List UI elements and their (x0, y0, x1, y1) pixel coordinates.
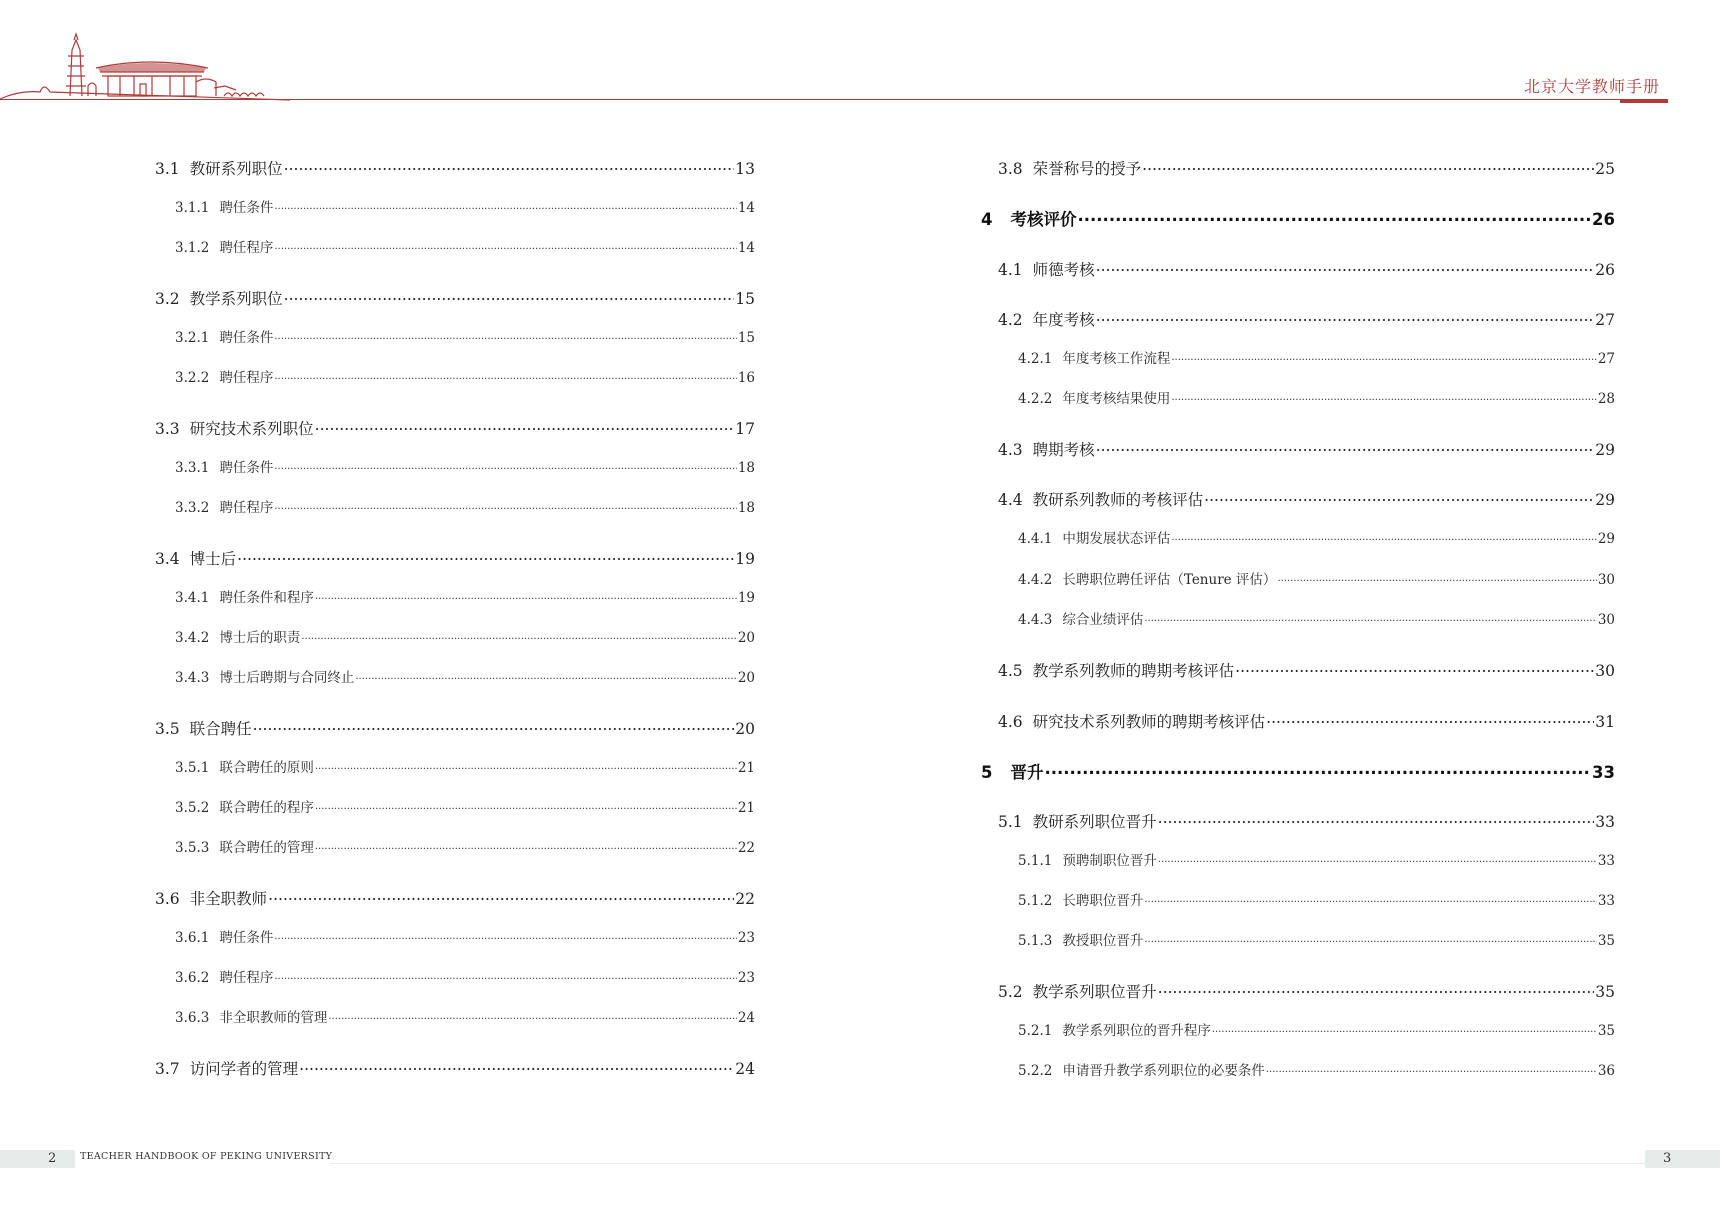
toc-entry-title: 年度考核 (1032, 311, 1095, 330)
toc-entry-page: 20 (735, 720, 755, 739)
toc-entry-title: 聘任程序 (219, 500, 274, 516)
toc-entry-title: 晋升 (1010, 763, 1044, 782)
toc-entry-page: 29 (1595, 491, 1615, 510)
dot-leader (284, 287, 735, 304)
toc-entry-number: 3.5.1 (175, 760, 210, 776)
toc-entry-title: 联合聘任 (189, 720, 252, 739)
dot-leader (274, 497, 736, 512)
dot-leader (274, 197, 736, 212)
toc-entry-number: 5 (981, 763, 993, 782)
toc-entry-title: 联合聘任的管理 (219, 840, 314, 856)
toc-entry-title: 长聘职位聘任评估（Tenure 评估） (1062, 572, 1277, 588)
toc-entry-number: 3.6.2 (175, 970, 210, 986)
toc-entry-title: 聘任条件 (219, 930, 274, 946)
toc-entry-page: 19 (735, 550, 755, 569)
dot-leader (1266, 1060, 1597, 1075)
toc-entry-number: 3.1 (155, 160, 180, 179)
footer-handbook-name: TEACHER HANDBOOK OF PEKING UNIVERSITY (80, 1151, 333, 1162)
toc-entry-title: 聘期考核 (1032, 441, 1095, 460)
dot-leader (274, 367, 736, 382)
toc-entry[interactable] (155, 547, 755, 569)
toc-entry-number: 4.4.2 (1018, 572, 1053, 588)
toc-entry-number: 4.2 (998, 311, 1023, 330)
toc-entry-page: 24 (735, 1060, 755, 1079)
toc-entry[interactable] (1018, 387, 1615, 407)
toc-entry-page: 22 (735, 890, 755, 909)
dot-leader (268, 887, 734, 904)
toc-entry-number: 3.3.1 (175, 460, 210, 476)
toc-entry-number: 3.4.3 (175, 670, 210, 686)
dot-leader (1277, 569, 1596, 584)
toc-entry-page: 15 (737, 330, 755, 346)
dot-leader (315, 587, 737, 602)
toc-entry[interactable] (981, 206, 1615, 230)
toc-entry-title: 考核评价 (1010, 210, 1077, 229)
toc-entry[interactable] (175, 926, 755, 946)
dot-leader (315, 757, 737, 772)
toc-entry[interactable] (1018, 1059, 1615, 1079)
toc-entry-page: 25 (1595, 160, 1615, 179)
toc-entry[interactable] (175, 966, 755, 986)
page-number-right: 3 (1663, 1151, 1672, 1166)
toc-entry-title: 教授职位晋升 (1062, 933, 1144, 949)
dot-leader (274, 327, 736, 342)
toc-entry-number: 3.1.1 (175, 200, 210, 216)
toc-entry-page: 35 (1595, 983, 1615, 1002)
toc-entry-title: 联合聘任的程序 (219, 800, 314, 816)
dot-leader (1171, 528, 1596, 543)
toc-entry[interactable] (175, 796, 755, 816)
toc-entry-title: 年度考核结果使用 (1062, 391, 1171, 407)
page-header (0, 0, 1720, 110)
toc-entry-page: 27 (1595, 311, 1615, 330)
toc-entry-number: 4.6 (998, 713, 1023, 732)
toc-entry[interactable] (998, 488, 1615, 510)
toc-entry-title: 中期发展状态评估 (1062, 531, 1171, 547)
toc-entry-title: 研究技术系列职位 (189, 420, 314, 439)
toc-entry[interactable] (175, 326, 755, 346)
dot-leader (1044, 760, 1591, 778)
toc-entry-number: 3.2.1 (175, 330, 210, 346)
toc-entry[interactable] (175, 836, 755, 856)
dot-leader (1171, 348, 1596, 363)
toc-entry[interactable] (1018, 849, 1615, 869)
toc-entry-page: 13 (735, 160, 755, 179)
dot-leader (1204, 488, 1594, 505)
toc-entry-page: 31 (1595, 713, 1615, 732)
toc-entry[interactable] (155, 287, 755, 309)
toc-entry[interactable] (175, 586, 755, 606)
toc-entry-number: 3.4 (155, 550, 180, 569)
dot-leader (315, 797, 737, 812)
header-accent-bar (1620, 100, 1668, 103)
toc-entry-title: 师德考核 (1032, 261, 1095, 280)
dot-leader (274, 457, 736, 472)
toc-entry-title: 聘任程序 (219, 970, 274, 986)
toc-entry-page: 28 (1597, 391, 1615, 407)
toc-entry-page: 35 (1597, 1023, 1615, 1039)
dot-leader (274, 927, 736, 942)
toc-entry[interactable] (175, 366, 755, 386)
dot-leader (299, 1057, 734, 1074)
toc-entry[interactable] (175, 236, 755, 256)
toc-entry-title: 聘任条件 (219, 460, 274, 476)
dot-leader (1096, 258, 1595, 275)
toc-entry-number: 4.4.1 (1018, 531, 1053, 547)
toc-entry-title: 教研系列职位晋升 (1032, 813, 1157, 832)
toc-entry-title: 申请晋升教学系列职位的必要条件 (1062, 1063, 1265, 1079)
toc-entry-title: 聘任条件和程序 (219, 590, 314, 606)
toc-entry[interactable] (175, 496, 755, 516)
toc-entry[interactable] (175, 666, 755, 686)
toc-entry-title: 聘任条件 (219, 200, 274, 216)
toc-entry[interactable] (1018, 1019, 1615, 1039)
footer-left-tab (0, 1150, 75, 1168)
toc-entry-page: 19 (737, 590, 755, 606)
dot-leader (301, 627, 736, 642)
toc-entry-page: 21 (737, 760, 755, 776)
toc-entry-title: 长聘职位晋升 (1062, 893, 1144, 909)
dot-leader (1212, 1020, 1597, 1035)
toc-entry-page: 36 (1597, 1063, 1615, 1079)
toc-entry-page: 29 (1597, 531, 1615, 547)
toc-entry-number: 4.4 (998, 491, 1023, 510)
toc-entry-title: 联合聘任的原则 (219, 760, 314, 776)
footer-rule (330, 1163, 1645, 1164)
toc-entry[interactable] (175, 196, 755, 216)
dot-leader (355, 667, 736, 682)
toc-entry-page: 14 (737, 200, 755, 216)
toc-entry-number: 3.5 (155, 720, 180, 739)
toc-entry[interactable] (998, 980, 1615, 1002)
handbook-title: 北京大学教师手册 (1523, 77, 1660, 96)
toc-entry-title: 研究技术系列教师的聘期考核评估 (1032, 713, 1266, 732)
dot-leader (284, 157, 735, 174)
dot-leader (1171, 388, 1596, 403)
toc-entry-title: 聘任条件 (219, 330, 274, 346)
toc-entry-number: 5.1 (998, 813, 1023, 832)
toc-entry-page: 23 (737, 970, 755, 986)
toc-entry-title: 聘任程序 (219, 240, 274, 256)
toc-entry-number: 5.2 (998, 983, 1023, 1002)
toc-entry-page: 15 (735, 290, 755, 309)
toc-entry-title: 博士后的职责 (219, 630, 301, 646)
toc-entry-title: 教学系列职位晋升 (1032, 983, 1157, 1002)
toc-entry[interactable] (998, 258, 1615, 280)
toc-entry-page: 18 (737, 460, 755, 476)
toc-entry-number: 4.5 (998, 662, 1023, 681)
toc-entry[interactable] (998, 308, 1615, 330)
toc-entry[interactable] (981, 759, 1615, 783)
toc-entry-number: 3.8 (998, 160, 1023, 179)
toc-entry-page: 33 (1592, 763, 1615, 782)
toc-entry-page: 20 (737, 630, 755, 646)
toc-entry[interactable] (155, 157, 755, 179)
toc-entry-page: 24 (737, 1010, 755, 1026)
dot-leader (1096, 308, 1595, 325)
page-number-left: 2 (48, 1151, 57, 1166)
toc-entry[interactable] (175, 1006, 755, 1026)
toc-entry-number: 5.1.1 (1018, 853, 1053, 869)
footer-right-tab (1645, 1150, 1720, 1168)
dot-leader (1235, 659, 1594, 676)
toc-entry-number: 3.4.1 (175, 590, 210, 606)
toc-entry-title: 预聘制职位晋升 (1062, 853, 1157, 869)
toc-entry-number: 3.7 (155, 1060, 180, 1079)
toc-entry[interactable] (155, 1057, 755, 1079)
toc-entry-number: 3.6.3 (175, 1010, 210, 1026)
toc-entry-number: 5.1.3 (1018, 933, 1053, 949)
toc-entry-title: 访问学者的管理 (189, 1060, 299, 1079)
toc-entry-number: 3.6 (155, 890, 180, 909)
dot-leader (315, 417, 735, 434)
toc-entry[interactable] (998, 810, 1615, 832)
toc-entry-title: 荣誉称号的授予 (1032, 160, 1142, 179)
toc-entry[interactable] (1018, 568, 1615, 588)
toc-entry-page: 33 (1595, 813, 1615, 832)
toc-entry[interactable] (155, 887, 755, 909)
toc-entry-page: 35 (1597, 933, 1615, 949)
dot-leader (1142, 157, 1594, 174)
toc-entry-number: 4.2.1 (1018, 351, 1053, 367)
toc-entry-page: 30 (1597, 612, 1615, 628)
header-rule (0, 99, 1668, 100)
toc-entry-page: 18 (737, 500, 755, 516)
dot-leader (1158, 980, 1595, 997)
dot-leader (1266, 710, 1594, 727)
toc-entry-number: 4.3 (998, 441, 1023, 460)
toc-entry[interactable] (155, 717, 755, 739)
toc-entry-page: 22 (737, 840, 755, 856)
toc-entry-number: 3.3 (155, 420, 180, 439)
toc-entry[interactable] (175, 456, 755, 476)
dot-leader (315, 837, 737, 852)
university-gate-illustration (0, 30, 290, 102)
toc-entry[interactable] (1018, 347, 1615, 367)
dot-leader (274, 967, 736, 982)
toc-entry-number: 3.2.2 (175, 370, 210, 386)
dot-leader (1144, 609, 1596, 624)
toc-entry-title: 聘任程序 (219, 370, 274, 386)
toc-entry[interactable] (1018, 889, 1615, 909)
toc-entry-number: 3.4.2 (175, 630, 210, 646)
toc-entry-page: 17 (735, 420, 755, 439)
toc-entry-number: 4 (981, 210, 993, 229)
toc-entry[interactable] (1018, 929, 1615, 949)
toc-entry-number: 5.2.1 (1018, 1023, 1053, 1039)
toc-entry-page: 30 (1595, 662, 1615, 681)
toc-entry-page: 23 (737, 930, 755, 946)
toc-entry-title: 博士后聘期与合同终止 (219, 670, 355, 686)
toc-entry[interactable] (998, 659, 1615, 681)
toc-entry-page: 30 (1597, 572, 1615, 588)
toc-entry-number: 4.2.2 (1018, 391, 1053, 407)
toc-entry[interactable] (175, 626, 755, 646)
dot-leader (1144, 890, 1596, 905)
toc-entry[interactable] (1018, 608, 1615, 628)
toc-entry[interactable] (998, 710, 1615, 732)
toc-entry-number: 3.6.1 (175, 930, 210, 946)
toc-entry-page: 26 (1595, 261, 1615, 280)
toc-entry-page: 20 (737, 670, 755, 686)
dot-leader (1096, 438, 1595, 455)
dot-leader (328, 1007, 736, 1022)
toc-entry-title: 教学系列教师的聘期考核评估 (1032, 662, 1235, 681)
toc-entry-title: 综合业绩评估 (1062, 612, 1144, 628)
toc-entry-page: 16 (737, 370, 755, 386)
toc-entry-page: 33 (1597, 853, 1615, 869)
toc-entry-number: 3.2 (155, 290, 180, 309)
toc-entry-number: 5.2.2 (1018, 1063, 1053, 1079)
toc-entry[interactable] (998, 438, 1615, 460)
toc-entry[interactable] (155, 417, 755, 439)
toc-entry-title: 教研系列教师的考核评估 (1032, 491, 1204, 510)
toc-entry-title: 非全职教师 (189, 890, 268, 909)
dot-leader (1077, 207, 1591, 225)
toc-entry-number: 3.3.2 (175, 500, 210, 516)
toc-entry-page: 26 (1592, 210, 1615, 229)
toc-entry[interactable] (1018, 527, 1615, 547)
toc-entry-number: 3.1.2 (175, 240, 210, 256)
toc-entry-page: 29 (1595, 441, 1615, 460)
dot-leader (237, 547, 734, 564)
toc-entry-title: 教学系列职位 (189, 290, 283, 309)
dot-leader (1158, 850, 1597, 865)
toc-entry-title: 博士后 (189, 550, 237, 569)
dot-leader (253, 717, 735, 734)
toc-entry[interactable] (998, 157, 1615, 179)
toc-entry-page: 27 (1597, 351, 1615, 367)
toc-entry-number: 5.1.2 (1018, 893, 1053, 909)
toc-entry[interactable] (175, 756, 755, 776)
toc-entry-page: 21 (737, 800, 755, 816)
toc-entry-title: 年度考核工作流程 (1062, 351, 1171, 367)
toc-entry-title: 非全职教师的管理 (219, 1010, 328, 1026)
toc-entry-number: 3.5.3 (175, 840, 210, 856)
toc-entry-number: 4.4.3 (1018, 612, 1053, 628)
toc-entry-page: 14 (737, 240, 755, 256)
toc-entry-title: 教研系列职位 (189, 160, 283, 179)
dot-leader (1158, 810, 1595, 827)
dot-leader (1144, 930, 1596, 945)
dot-leader (274, 237, 736, 252)
toc-entry-page: 33 (1597, 893, 1615, 909)
toc-entry-title: 教学系列职位的晋升程序 (1062, 1023, 1211, 1039)
toc-entry-number: 4.1 (998, 261, 1023, 280)
toc-entry-number: 3.5.2 (175, 800, 210, 816)
